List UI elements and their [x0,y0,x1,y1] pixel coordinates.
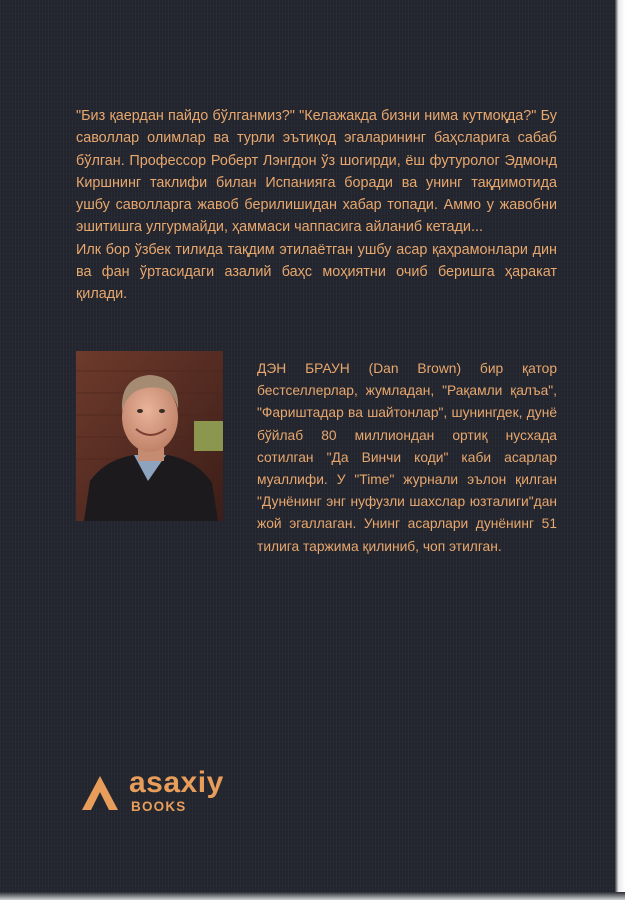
synopsis [76,105,557,306]
synopsis-paragraph-1: "Биз қаердан пайдо бўлганмиз?" "Келажакда бизни нима кутмоқда?" Бу саволлар олимлар ва турли эътиқод эгаларининг баҳсларига сабаб бўлган. Профессор Роберт Лэнгдон ўз шогирди, ёш футуролог Эдмонд Киршнинг таклифи билан Испанияга боради ва унинг тақдимотида ушбу саволларга жавоб берилишидан хабар топади. Аммо у жавобни эшитишга улгурмайди, ҳаммаси чаппасига айланиб кетади... [76,108,557,236]
author-photo [76,351,223,521]
asaxiy-logo-icon [80,774,120,812]
publisher-name: asaxiy [129,766,224,799]
author-bio: ДЭН БРАУН (Dan Brown) бир қатор бестселлерлар, жумладан, "Рақамли қалъа", "Фариштадар ва шайтонлар", шунингдек, дунё бўйлаб 80 миллиондан ортиқ нусхада сотилган "Да Винчи коди" каби асарлар муаллифи. У "Time" журнали эълон қилган "Дунёнинг энг нуфузли шахслар юзталиги"дан жой эгаллаган. Унинг асарлари дунёнинг 51 тилига таржима қилиниб, чоп этилган. [257,361,557,554]
synopsis-paragraph-2: Илк бор ўзбек тилида тақдим этилаётган ушбу асар қаҳрамонлари дин ва фан ўртасидаги азалий баҳс моҳиятни очиб беришга ҳаракат қилади. [76,241,557,303]
cover-edge-right [615,0,625,900]
publisher-imprint: BOOKS [131,799,187,814]
publisher-logo [80,766,250,817]
cover-edge-bottom [0,892,625,900]
